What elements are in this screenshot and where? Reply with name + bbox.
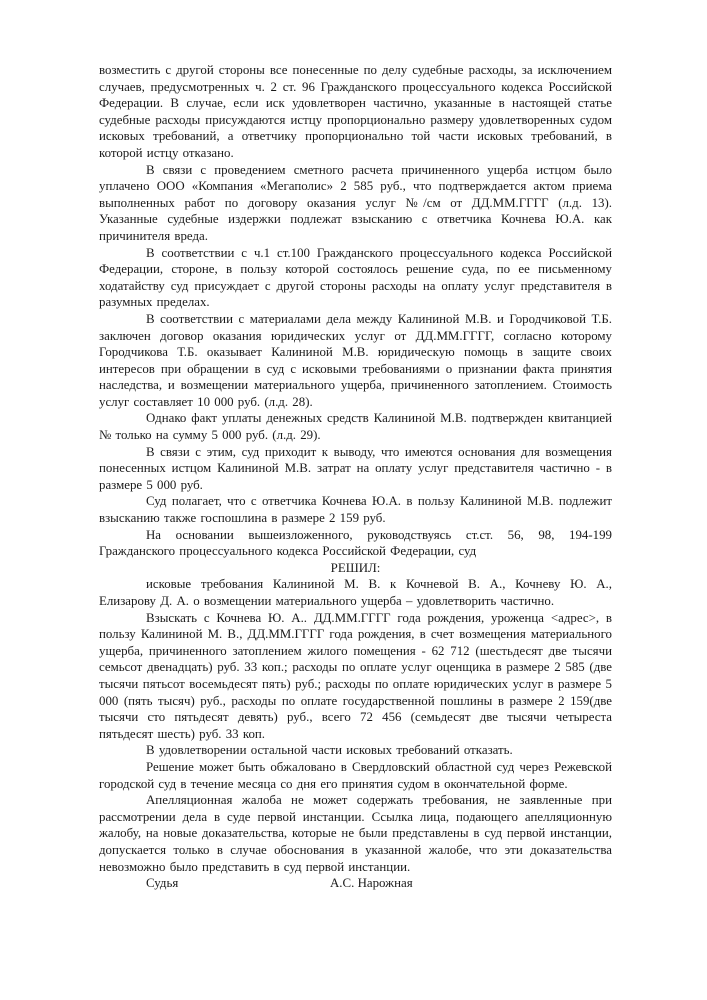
- paragraph: В связи с проведением сметного расчета причиненного ущерба истцом было уплачено ООО «Компания «Мегаполис» 2 585 руб., что подтверждается актом приема выполненных работ по договору оказания услуг №/см от ДД.ММ.ГГГГ (л.д. 13). Указанные судебные издержки подлежат взысканию с ответчика Кочнева Ю.А. как причинителя вреда.: [99, 162, 612, 243]
- paragraph: исковые требования Калининой М. В. к Кочневой В. А., Кочневу Ю. А., Елизарову Д. А. о возмещении материального ущерба – удовлетворить частично.: [99, 577, 612, 608]
- paragraph: В соответствии с ч.1 ст.100 Гражданского процессуального кодекса Российской Федерации, стороне, в пользу которой состоялось решение суда, по ее письменному ходатайству суд присуждает с другой стороны расходы на оплату услуг представителя в разумных пределах.: [99, 245, 612, 310]
- document-body: [99, 62, 612, 892]
- paragraph: Взыскать с Кочнева Ю. А.. ДД.ММ.ГГГГ года рождения, уроженца <адрес>, в пользу Калининой М. В., ДД.ММ.ГГГГ года рождения, в счет возмещения материального ущерба, причиненного затоплением жилого помещения - 62 712 (шестьдесят две тысячи семьсот двенадцать) руб. 33 коп.; расходы по оплате услуг оценщика в размере 2 585 (две тысячи пятьсот восемьдесят пять) руб.; расходы по оплате юридических услуг в размере 5 000 (пять тысяч) руб., расходы по оплате государственной пошлины в размере 2 159(две тысячи сто пятьдесят девять) руб., всего 72 456 (семьдесят две тысячи четыреста пятьдесят шесть) руб. 33 коп.: [99, 610, 612, 741]
- paragraph: возместить с другой стороны все понесенные по делу судебные расходы, за исключением случаев, предусмотренных ч. 2 ст. 96 Гражданского процессуального кодекса Российской Федерации. В случае, если иск удовлетворен частично, указанные в настоящей статье судебные расходы присуждаются истцу пропорционально размеру удовлетворенных судом исковых требований, а ответчику пропорционально той части исковых требований, в которой истцу отказано.: [99, 63, 612, 160]
- resolution-heading: РЕШИЛ:: [330, 560, 381, 575]
- paragraph: В удовлетворении остальной части исковых требований отказать.: [146, 743, 513, 758]
- judge-label: Судья: [146, 876, 179, 891]
- paragraph: На основании вышеизложенного, руководствуясь ст.ст. 56, 98, 194-199 Гражданского процессуального кодекса Российской Федерации, суд: [99, 527, 612, 559]
- paragraph: В связи с этим, суд приходит к выводу, что имеются основания для возмещения понесенных истцом Калининой М.В. затрат на оплату услуг представителя частично - в размере 5 000 руб.: [99, 444, 612, 492]
- signature-line: [99, 875, 612, 892]
- paragraph: Решение может быть обжаловано в Свердловский областной суд через Режевской городской суд в течение месяца со дня его принятия судом в окончательной форме.: [99, 759, 612, 791]
- paragraph: Апелляционная жалоба не может содержать требования, не заявленные при рассмотрении дела в суде первой инстанции. Ссылка лица, подающего апелляционную жалобу, на новые доказательства, которые не были представлены в суд первой инстанции, допускается только в случае обоснования в указанной жалобе, что эти доказательства невозможно было представить в суд первой инстанции.: [99, 793, 612, 874]
- paragraph: В соответствии с материалами дела между Калининой М.В. и Городчиковой Т.Б. заключен договор оказания юридических услуг от ДД.ММ.ГГГГ, согласно которому Городчикова Т.Б. оказывает Калининой М.В. юридическую помощь в защите своих интересов при обращении в суд с исковыми требованиями о признании факта принятия наследства, и возмещении материального ущерба, причиненного затоплением. Стоимость услуг составляет 10 000 руб. (л.д. 28).: [99, 311, 612, 409]
- paragraph: Однако факт уплаты денежных средств Калининой М.В. подтвержден квитанцией № только на сумму 5 000 руб. (л.д. 29).: [99, 411, 612, 443]
- paragraph: Суд полагает, что с ответчика Кочнева Ю.А. в пользу Калининой М.В. подлежит взысканию также госпошлина в размере 2 159 руб.: [99, 494, 612, 526]
- judge-name: А.С. Нарожная: [330, 876, 413, 891]
